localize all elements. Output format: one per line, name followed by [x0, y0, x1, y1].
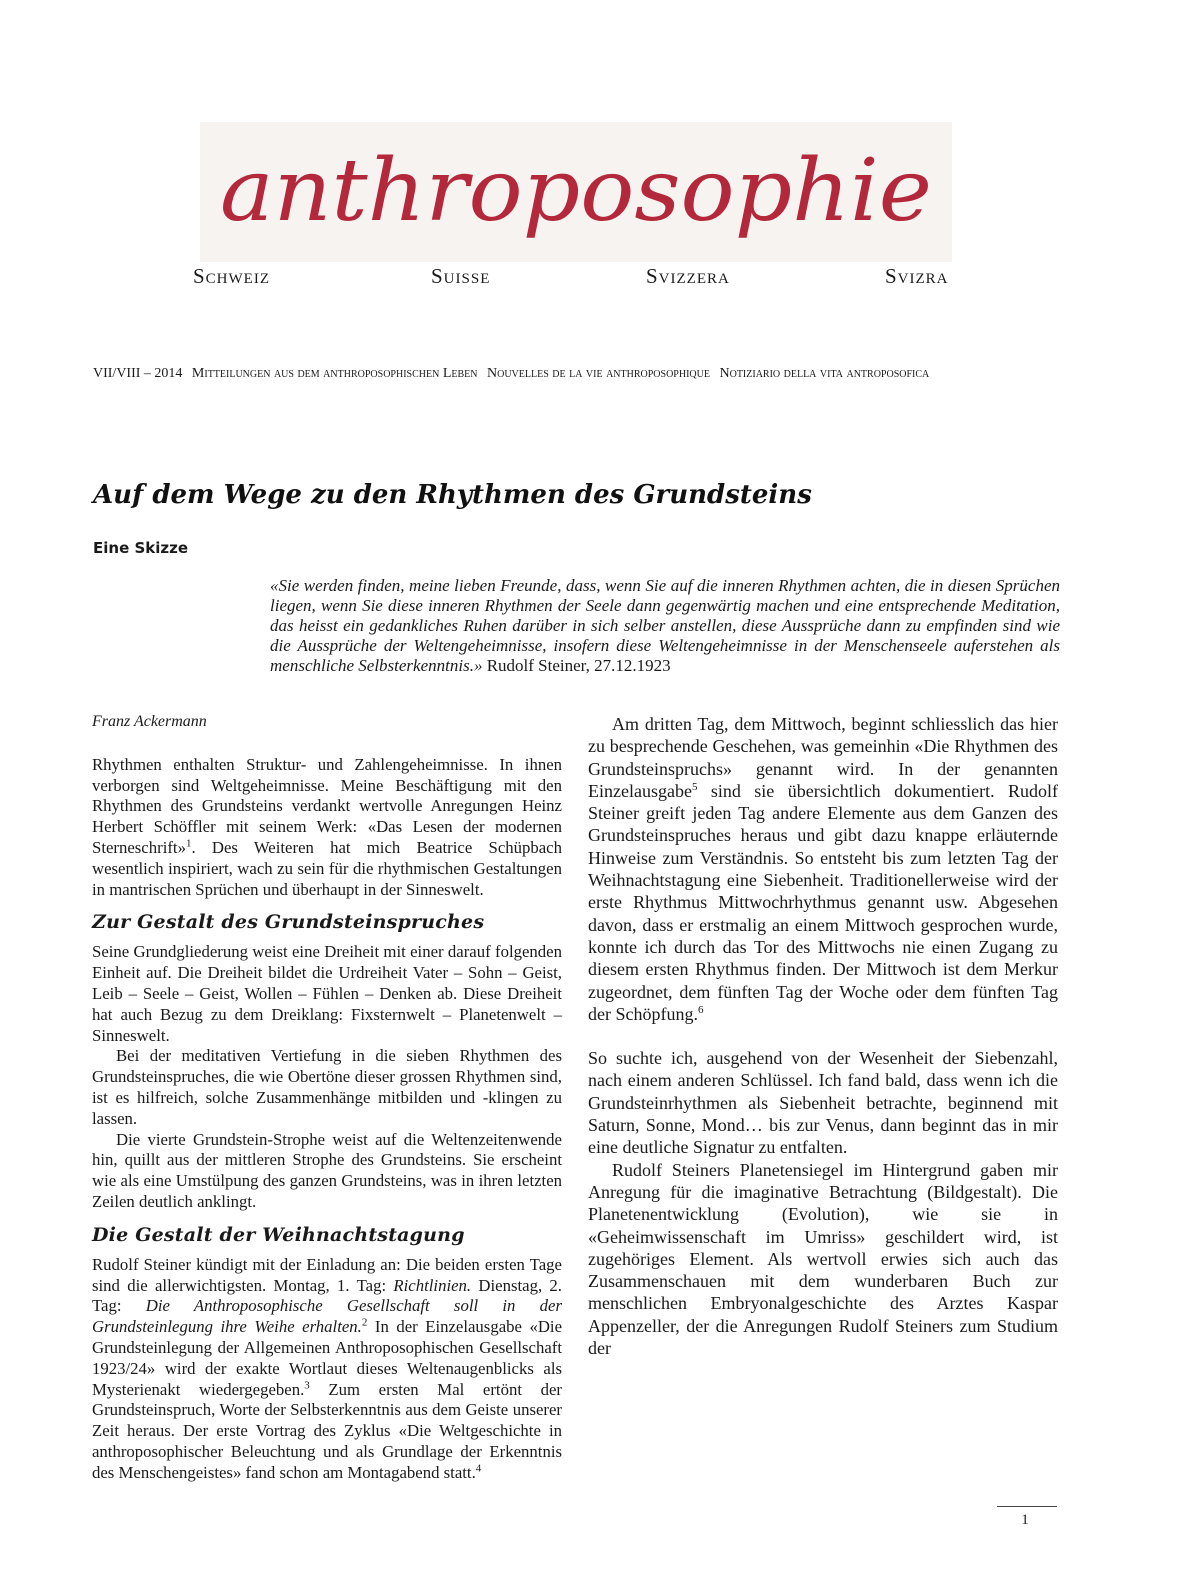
- paragraph: [92, 1255, 562, 1484]
- text-run: Zum ersten Mal ertönt der Grundsteinspruch, Worte der Selbsterkenntnis aus dem Geiste unserer Zeit heraus. Der erste Vortrag des Zyklus «Die Weltgeschichte in anthroposophischer Beleuchtung und als Grundlage der Erkenntnis des Menschengeistes» fand schon am Montagabend statt.: [92, 1379, 563, 1482]
- quote-text: «Sie werden finden, meine lieben Freunde, dass, wenn Sie auf die inneren Rhythmen achten, die in diesen Sprüchen liegen, wenn Sie diese inneren Rhythmen der Seele dann gegenwärtig machen und eine entsprechende Meditation, das heisst ein gedankliches Ruhen darüber in sich selber anstellen, diese Aussprüche dann zu empfinden sind wie die Aussprüche der Weltengeheimnisse, insofern diese Weltengeheimnisse in der Menschenseele auferstehen als menschliche Selbsterkenntnis.»: [270, 576, 1060, 675]
- logo-lettering: anthroposophie: [220, 141, 932, 241]
- lang-de: Schweiz: [193, 264, 270, 288]
- text-run: Dienstag, 2. Tag:: [92, 1275, 562, 1316]
- rubric-fr: Nouvelles de la vie anthroposophique: [486, 366, 710, 381]
- paragraph: Bei der meditativen Vertiefung in die sieben Rhythmen des Grundsteinspruches, die wie Obertöne dieser grossen Rhythmen sind, ist es hilfreich, solche Zusammenhänge mitbilden und -klingen zu lassen.: [92, 1046, 562, 1128]
- text-run: Rudolf Steiner kündigt mit der Einladung an: Die beiden ersten Tage sind die allerwichtigsten. Montag, 1. Tag:: [92, 1254, 562, 1295]
- paragraph: Rudolf Steiners Planetensiegel im Hintergrund gaben mir Anregung für die imaginative Betrachtung (Bildgestalt). Die Planetenentwicklung (Evolution), wie sie in «Geheimwissenschaft im Umriss» geschildert wird, ist zugehöriges Element. Als wertvoll erwies sich auch das Zusammenschauen mit dem wunderbaren Buch zur menschlichen Embryonalgeschichte des Arztes Kaspar Appenzeller, der die Anregungen Rudolf Steiners zum Studium der: [588, 1159, 1058, 1359]
- masthead-logo: [200, 122, 952, 262]
- footnote-ref: 6: [697, 1003, 704, 1016]
- page-number-rule: [997, 1506, 1057, 1507]
- epigraph-quote: [270, 576, 1060, 676]
- italic-run: Richtlinien.: [393, 1275, 472, 1295]
- text-run: Am dritten Tag, dem Mittwoch, beginnt schliesslich das hier zu besprechende Geschehen, was gemeinhin «Die Rhythmen des Grundsteinspruchs» genannt wird. In der genannten Einzelausgabe: [588, 714, 1058, 801]
- section-heading: Die Gestalt der Weihnachtstagung: [92, 1223, 465, 1246]
- footnote-ref: 5: [691, 780, 698, 793]
- issue-number: VII/VIII – 2014: [93, 366, 183, 381]
- paragraph: Die vierte Grundstein-Strophe weist auf die Weltenzeitenwende hin, quillt aus der mittleren Strophe des Grundsteins. Sie erscheint wie als eine Umstülpung des ganzen Grundsteins, was in ihren letzten Zeilen deutlich anklingt.: [92, 1129, 562, 1211]
- footnote-ref: 4: [475, 1462, 482, 1475]
- anthroposophie-logo-script: [200, 122, 952, 262]
- lang-fr: Suisse: [431, 264, 491, 288]
- text-run: In der Einzelausgabe «Die Grundsteinlegung der Allgemeinen Anthroposophischen Gesellschaft 1923/24» wird der exakte Wortlaut dieses Weltenaugenblicks als Mysterienakt wiedergegeben.: [92, 1317, 562, 1399]
- issue-line: [93, 366, 1093, 382]
- paragraph-gap: [588, 1025, 1058, 1047]
- footnote-ref: 3: [304, 1378, 310, 1391]
- quote-attribution: Rudolf Steiner, 27.12.1923: [486, 656, 671, 675]
- lang-it: Svizzera: [646, 264, 730, 288]
- italic-run: Die Anthroposophische Gesellschaft soll in der Grundsteinlegung ihre Weihe erhalten.: [92, 1296, 562, 1337]
- rubric-it: Notiziario della vita antroposofica: [719, 366, 930, 381]
- language-bar: [0, 264, 1181, 290]
- footnote-ref: 1: [185, 837, 192, 850]
- intro-paragraph: [92, 755, 562, 901]
- intro-text: Rhythmen enthalten Struktur- und Zahlengeheimnisse. In ihnen verborgen sind Weltgeheimnisse. Meine Beschäftigung mit den Rhythmen des Grundsteins verdankt wertvolle Anregungen Heinz Herbert Schöffler mit seinem Werk: «Das Lesen der modernen Sterneschrift»: [92, 754, 562, 857]
- column-left: [92, 712, 562, 1484]
- author-name: Franz Ackermann: [92, 713, 207, 730]
- article-title: Auf dem Wege zu den Rhythmen des Grundsteins: [93, 480, 812, 510]
- paragraph: Seine Grundgliederung weist eine Dreiheit mit einer darauf folgenden Einheit auf. Die Dreiheit bildet die Urdreiheit Vater – Sohn – Geist, Leib – Seele – Geist, Wollen – Fühlen – Denken ab. Diese Dreiheit hat auch Bezug zu dem Dreiklang: Fixsternwelt – Planetenwelt – Sinneswelt.: [92, 942, 562, 1045]
- lang-rm: Svizra: [885, 264, 949, 288]
- paragraph: So suchte ich, ausgehend von der Wesenheit der Siebenzahl, nach einem anderen Schlüssel. Ich fand bald, dass wenn ich die Grundsteinrhythmen als Siebenheit betrachte, beginnend mit Saturn, Sonne, Mond… bis zur Venus, dann beginnt das in mir eine deutliche Signatur zu entfalten.: [588, 1048, 1058, 1158]
- section-heading: Zur Gestalt des Grundsteinspruches: [92, 911, 485, 934]
- paragraph: [588, 713, 1058, 1025]
- article-subtitle: Eine Skizze: [93, 539, 189, 557]
- page-number: 1: [1021, 1512, 1029, 1528]
- rubric-de: Mitteilungen aus dem anthroposophischen Leben: [191, 366, 478, 381]
- text-run: sind sie übersichtlich dokumentiert. Rudolf Steiner greift jeden Tag andere Elemente aus dem Ganzen des Grundsteinspruches heraus und gibt dazu knappe erläuternde Hinweise zum Verständnis. So entsteht bis zum letzten Tag der Weihnachtstagung eine Siebenheit. Traditionellerweise wird der erste Rhythmus Mittwochrhythmus genannt usw. Abgesehen davon, dass er erstmalig an einem Mittwoch gesprochen wurde, konnte ich durch das Tor des Mittwochs nie einen Zugang zu diesem ersten Rhythmus finden. Der Mittwoch ist dem Merkur zugeordnet, dem fünften Tag der Woche oder dem fünften Tag der Schöpfung.: [588, 780, 1058, 1024]
- intro-text-cont: . Des Weiteren hat mich Beatrice Schüpbach wesentlich inspiriert, wach zu sein für die rhythmischen Gestaltungen in mantrischen Sprüchen und überhaupt in der Sinneswelt.: [92, 837, 562, 899]
- column-right: [588, 713, 1058, 1359]
- footnote-ref: 2: [361, 1316, 368, 1329]
